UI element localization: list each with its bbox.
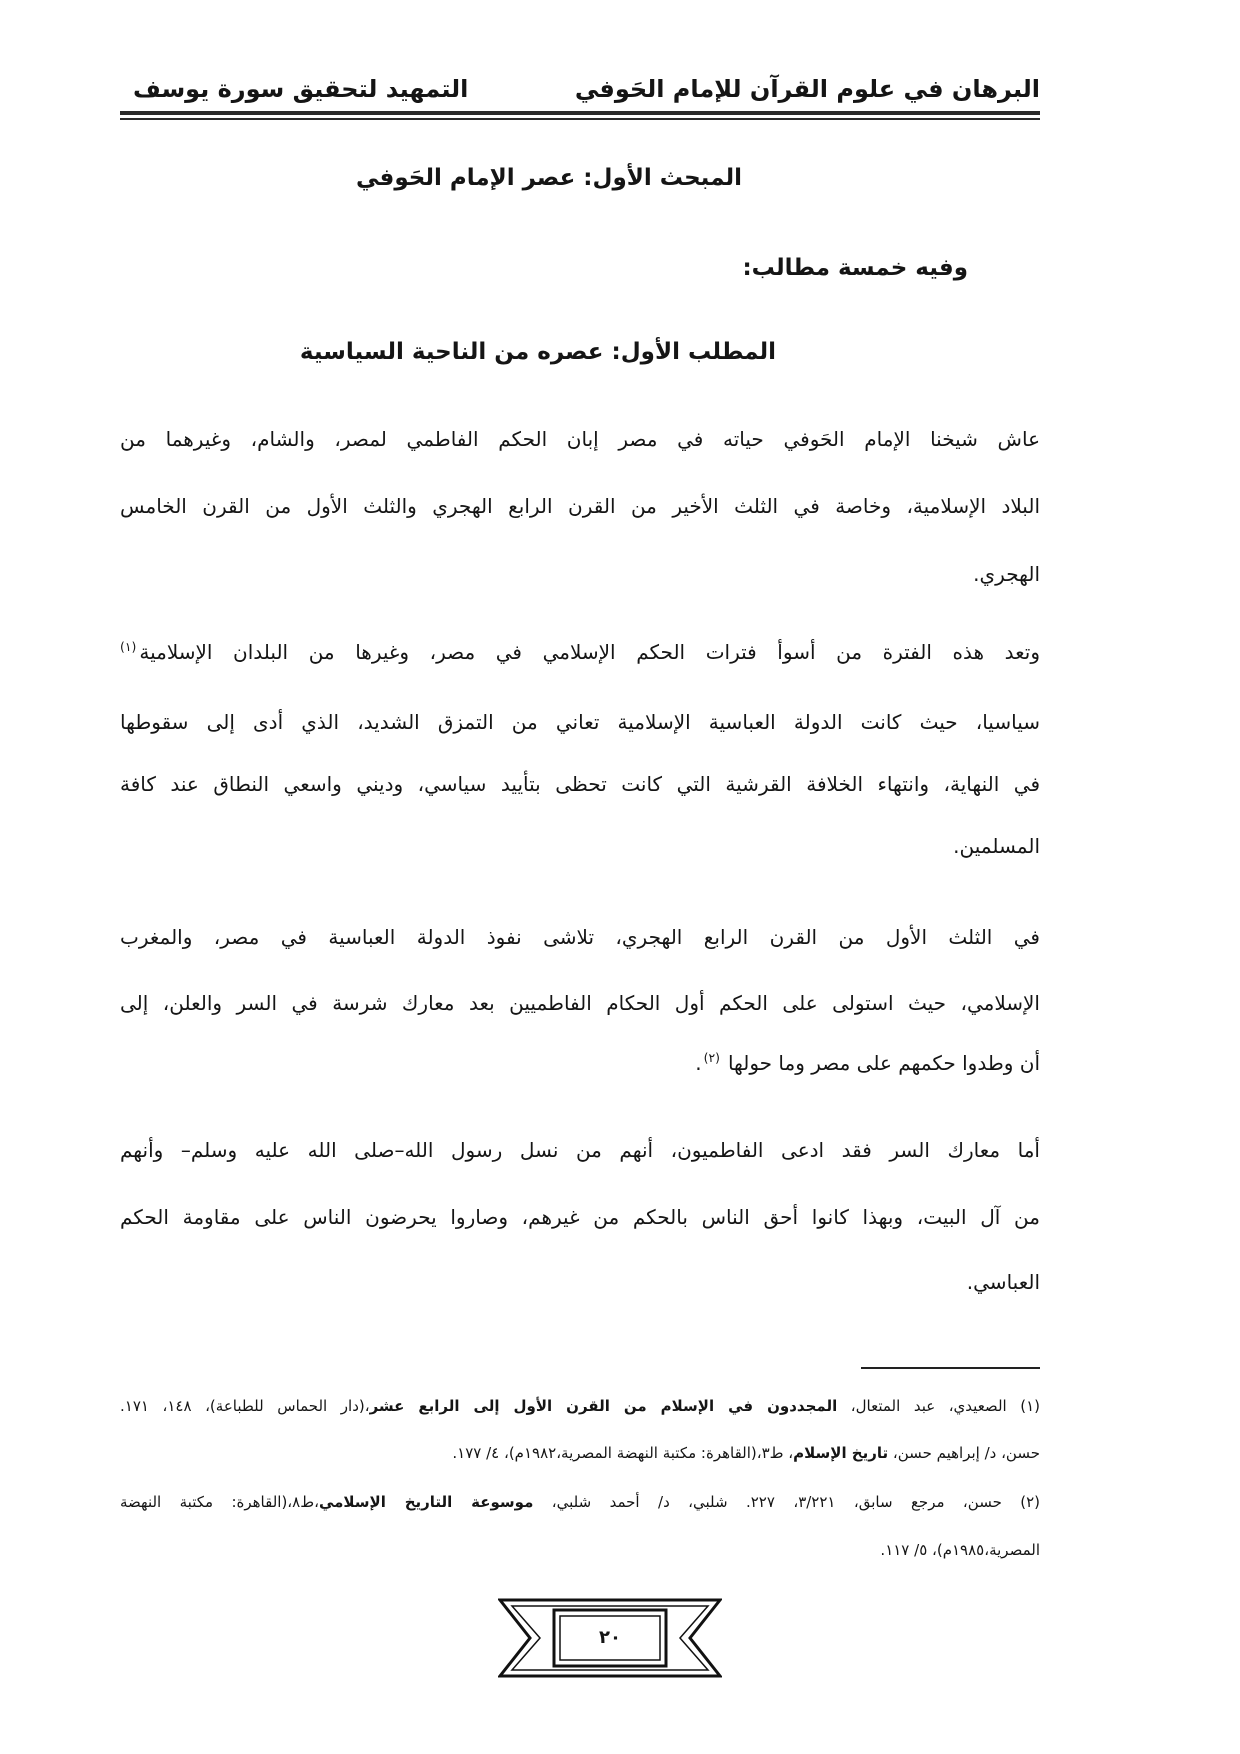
header-rule-thin	[120, 118, 1040, 120]
line-text: المسلمين.	[953, 834, 1040, 858]
paragraph-line	[120, 1262, 1040, 1302]
line-tail: .	[695, 1051, 702, 1075]
line-text: أن وطدوا حكمهم على مصر وما حولها	[727, 1051, 1040, 1075]
footnote-source-title: موسوعة التاريخ الإسلامي	[318, 1493, 534, 1511]
footnote-line	[120, 1391, 1040, 1421]
line-text: البلاد الإسلامية، وخاصة في الثلث الأخير من القرن الرابع الهجري والثلث الأول من القرن الخامس	[120, 494, 1040, 518]
line-text: وتعد هذه الفترة من أسوأ فترات الحكم الإسلامي في مصر، وغيرها من البلدان الإسلامية	[139, 640, 1040, 664]
footnote-line	[120, 1535, 1040, 1565]
footnote-source-title: تاريخ الإسلام	[793, 1444, 889, 1462]
footnote-text: (١) الصعيدي، عبد المتعال،	[837, 1397, 1041, 1415]
footnote-text: المصرية،١٩٨٥م)، ٥/ ١١٧.	[880, 1541, 1040, 1559]
line-text: في الثلث الأول من القرن الرابع الهجري، تلاشى نفوذ الدولة العباسية في مصر، والمغرب	[120, 925, 1040, 949]
section-heading: المبحث الأول: عصر الإمام الحَوفي	[355, 165, 743, 191]
footnote-marker: (١)	[120, 639, 137, 655]
paragraph-line	[120, 1197, 1040, 1237]
paragraph-line	[120, 702, 1040, 742]
line-text: الإسلامي، حيث استولى على الحكم أول الحكام الفاطميين بعد معارك شرسة في السر والعلن، إلى	[120, 991, 1040, 1015]
header-rule-thick	[120, 111, 1040, 115]
footnote-line	[120, 1487, 1040, 1517]
line-text: من آل البيت، وبهذا كانوا أحق الناس بالحكم من غيرهم، وصاروا يحرضون الناس على مقاومة الحكم	[120, 1205, 1040, 1229]
header-book-title: البرهان في علوم القرآن للإمام الحَوفي	[574, 75, 1040, 103]
paragraph-line	[120, 917, 1040, 957]
paragraph-line	[120, 1043, 1040, 1083]
header-chapter-title: التمهيد لتحقيق سورة يوسف	[133, 75, 469, 103]
footnote-text: حسن، د/ إبراهيم حسن،	[888, 1444, 1040, 1462]
line-text: عاش شيخنا الإمام الحَوفي حياته في مصر إبان الحكم الفاطمي لمصر، والشام، وغيرهما من	[120, 427, 1040, 451]
footnote-text: ، ط٣،(القاهرة: مكتبة النهضة المصرية،١٩٨٢م)، ٤/ ١٧٧.	[452, 1444, 794, 1462]
paragraph-line	[120, 486, 1040, 526]
footnote-line	[120, 1438, 1040, 1468]
footnote-marker: (٢)	[703, 1050, 720, 1066]
line-text: الهجري.	[973, 562, 1040, 586]
paragraph-line	[120, 632, 1040, 672]
footnote-text: (٢) حسن، مرجع سابق، ٣/٢٢١، ٢٢٧. شلبي، د/ أحمد شلبي،	[533, 1493, 1041, 1511]
section-intro: وفيه خمسة مطالب:	[742, 255, 968, 281]
footnote-text: ،(دار الحماس للطباعة)، ١٤٨، ١٧١.	[120, 1397, 370, 1415]
paragraph-line	[120, 764, 1040, 804]
paragraph-line	[120, 554, 1040, 594]
paragraph-line	[120, 983, 1040, 1023]
paragraph-line	[120, 826, 1040, 866]
footnote-separator	[861, 1367, 1040, 1369]
paragraph-line	[120, 419, 1040, 459]
line-text: أما معارك السر فقد ادعى الفاطميون، أنهم من نسل رسول الله–صلى الله عليه وسلم– وأنهم	[120, 1138, 1040, 1162]
subsection-heading: المطلب الأول: عصره من الناحية السياسية	[299, 339, 777, 365]
page-number: ٢٠	[599, 1627, 621, 1648]
line-text: في النهاية، وانتهاء الخلافة القرشية التي كانت تحظى بتأييد سياسي، وديني واسعي النطاق عند كافة	[120, 772, 1040, 796]
footnote-text: ،ط٨،(القاهرة: مكتبة النهضة	[120, 1493, 319, 1511]
line-text: سياسيا، حيث كانت الدولة العباسية الإسلامية تعاني من التمزق الشديد، الذي أدى إلى سقوطها	[120, 710, 1040, 734]
line-text: العباسي.	[966, 1270, 1040, 1294]
page-number-ornament	[498, 1598, 722, 1678]
paragraph-line	[120, 1130, 1040, 1170]
footnote-source-title: المجددون في الإسلام من القرن الأول إلى الرابع عشر	[369, 1397, 838, 1415]
